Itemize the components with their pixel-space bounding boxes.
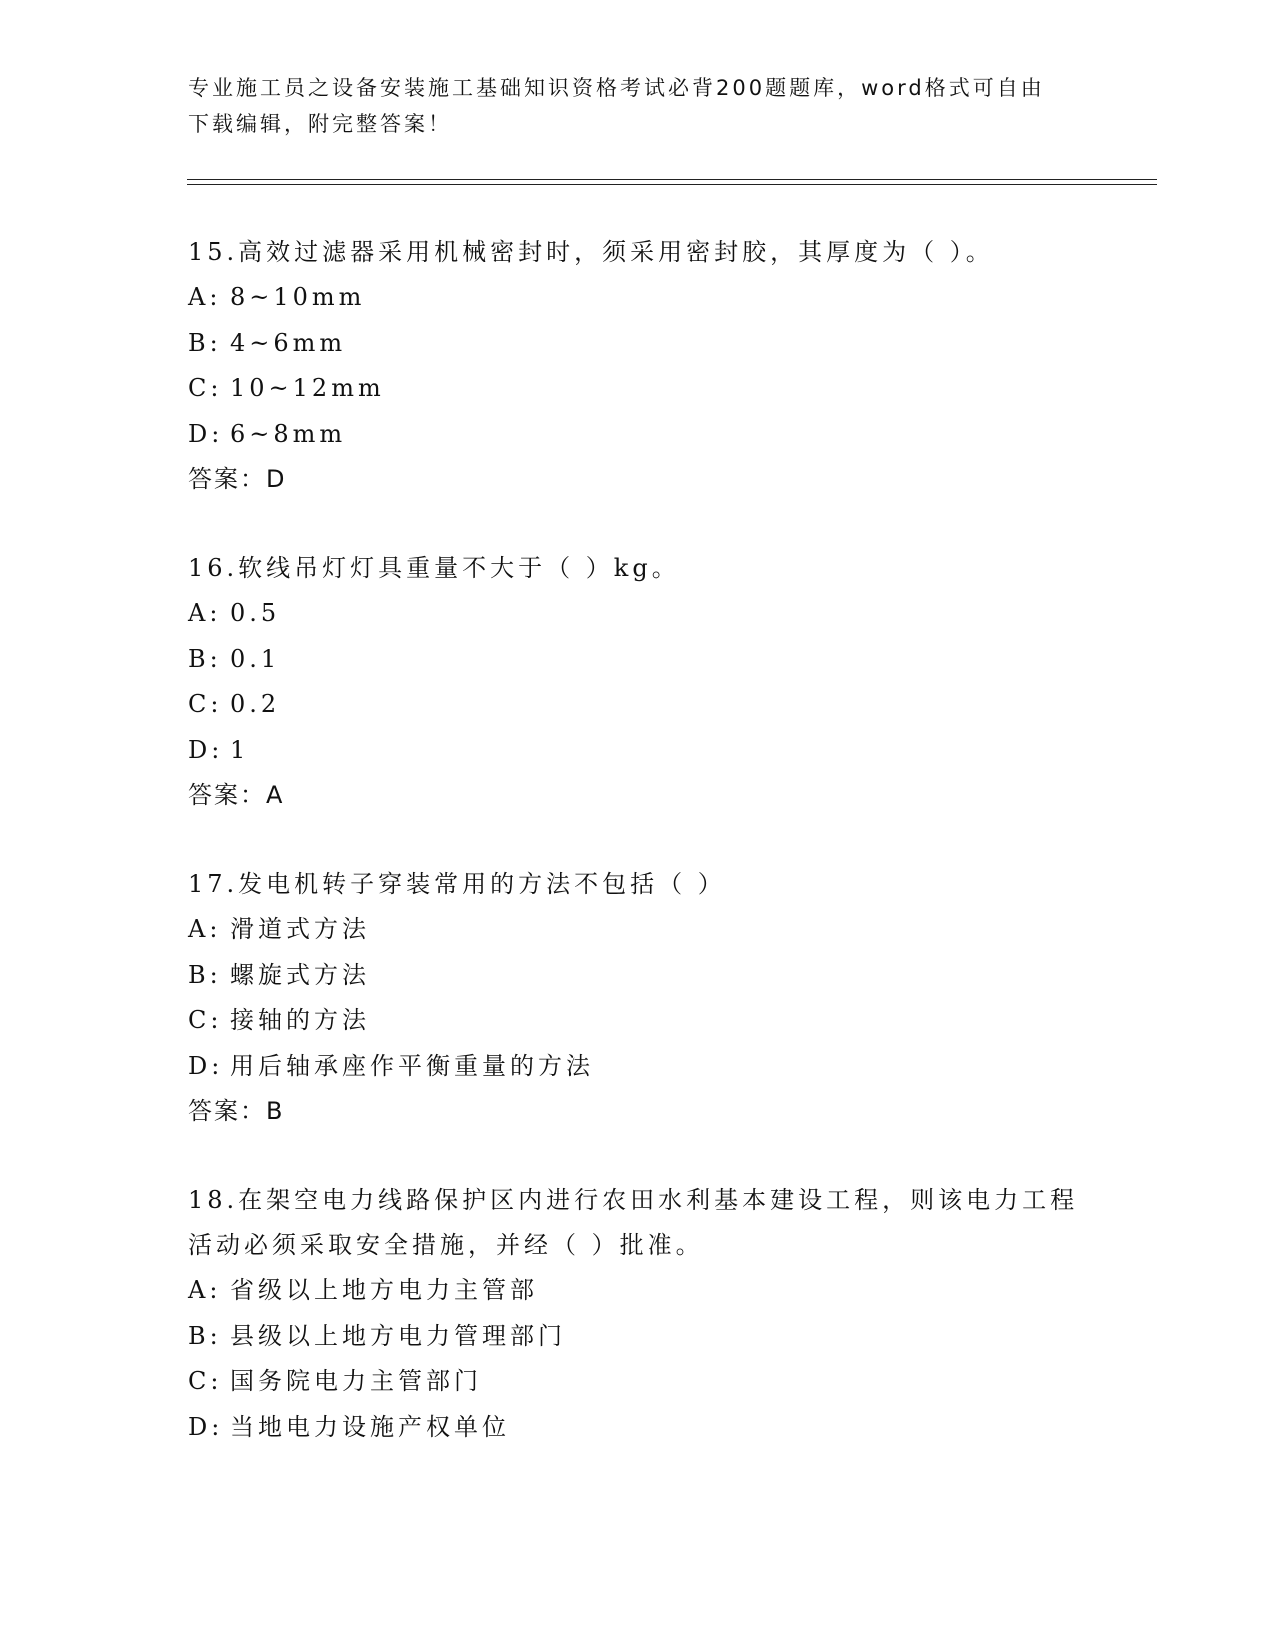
option-label: B: <box>188 960 222 989</box>
question-16 <box>188 546 1088 818</box>
question-17 <box>188 862 1088 1134</box>
option-text: 1 <box>230 735 250 764</box>
answer: 答案：D <box>188 465 287 493</box>
option-c <box>188 998 1088 1044</box>
option-c <box>188 682 1088 728</box>
option-b <box>188 953 1088 999</box>
option-c <box>188 1359 1088 1405</box>
option-text: 用后轴承座作平衡重量的方法 <box>230 1051 594 1080</box>
option-a <box>188 591 1088 637</box>
option-text: 10~12mm <box>230 374 385 402</box>
option-label: D: <box>188 1412 224 1441</box>
option-label: C: <box>188 374 223 402</box>
option-d <box>188 728 1088 774</box>
option-text: 国务院电力主管部门 <box>230 1367 482 1395</box>
option-label: D: <box>188 419 224 448</box>
question-18 <box>188 1178 1088 1450</box>
option-label: A: <box>188 283 222 311</box>
header-divider-bottom <box>187 184 1157 185</box>
option-a <box>188 1268 1088 1314</box>
question-text: 15.高效过滤器采用机械密封时，须采用密封胶，其厚度为（ ）。 <box>188 238 994 266</box>
option-label: A: <box>188 915 222 943</box>
option-text: 当地电力设施产权单位 <box>230 1412 510 1441</box>
question-text: 17.发电机转子穿装常用的方法不包括（ ） <box>188 870 726 898</box>
option-text: 螺旋式方法 <box>230 960 370 989</box>
option-d <box>188 1044 1088 1090</box>
option-text: 接轴的方法 <box>230 1006 370 1034</box>
option-label: D: <box>188 1051 224 1080</box>
option-label: A: <box>188 1276 222 1304</box>
option-c <box>188 366 1088 412</box>
option-b <box>188 637 1088 683</box>
option-text: 县级以上地方电力管理部门 <box>230 1321 566 1350</box>
option-text: 0.2 <box>230 690 281 718</box>
answer: 答案：A <box>188 781 285 809</box>
question-text: 16.软线吊灯灯具重量不大于（ ）kg。 <box>188 554 680 582</box>
option-label: B: <box>188 644 222 673</box>
option-text: 省级以上地方电力主管部 <box>230 1276 538 1304</box>
option-text: 滑道式方法 <box>230 915 370 943</box>
option-text: 6~8mm <box>230 419 347 448</box>
option-b <box>188 1314 1088 1360</box>
question-15 <box>188 230 1088 502</box>
option-text: 4~6mm <box>230 328 347 357</box>
option-text: 0.1 <box>230 644 281 673</box>
option-label: A: <box>188 599 222 627</box>
option-label: B: <box>188 328 222 357</box>
option-text: 0.5 <box>230 599 281 627</box>
option-text: 8~10mm <box>230 283 366 311</box>
option-b <box>188 321 1088 367</box>
option-a <box>188 275 1088 321</box>
option-label: B: <box>188 1321 222 1350</box>
document-header: 专业施工员之设备安装施工基础知识资格考试必背200题题库，word格式可自由下载编辑，附完整答案！ <box>188 76 1045 136</box>
option-label: D: <box>188 735 224 764</box>
answer: 答案：B <box>188 1097 285 1125</box>
option-d <box>188 1405 1088 1451</box>
option-label: C: <box>188 1367 223 1395</box>
option-label: C: <box>188 1006 223 1034</box>
option-d <box>188 412 1088 458</box>
question-text: 18.在架空电力线路保护区内进行农田水利基本建设工程，则该电力工程活动必须采取安全措施，并经（ ）批准。 <box>188 1186 1079 1259</box>
option-label: C: <box>188 690 223 718</box>
option-a <box>188 907 1088 953</box>
header-divider-top <box>187 179 1157 180</box>
